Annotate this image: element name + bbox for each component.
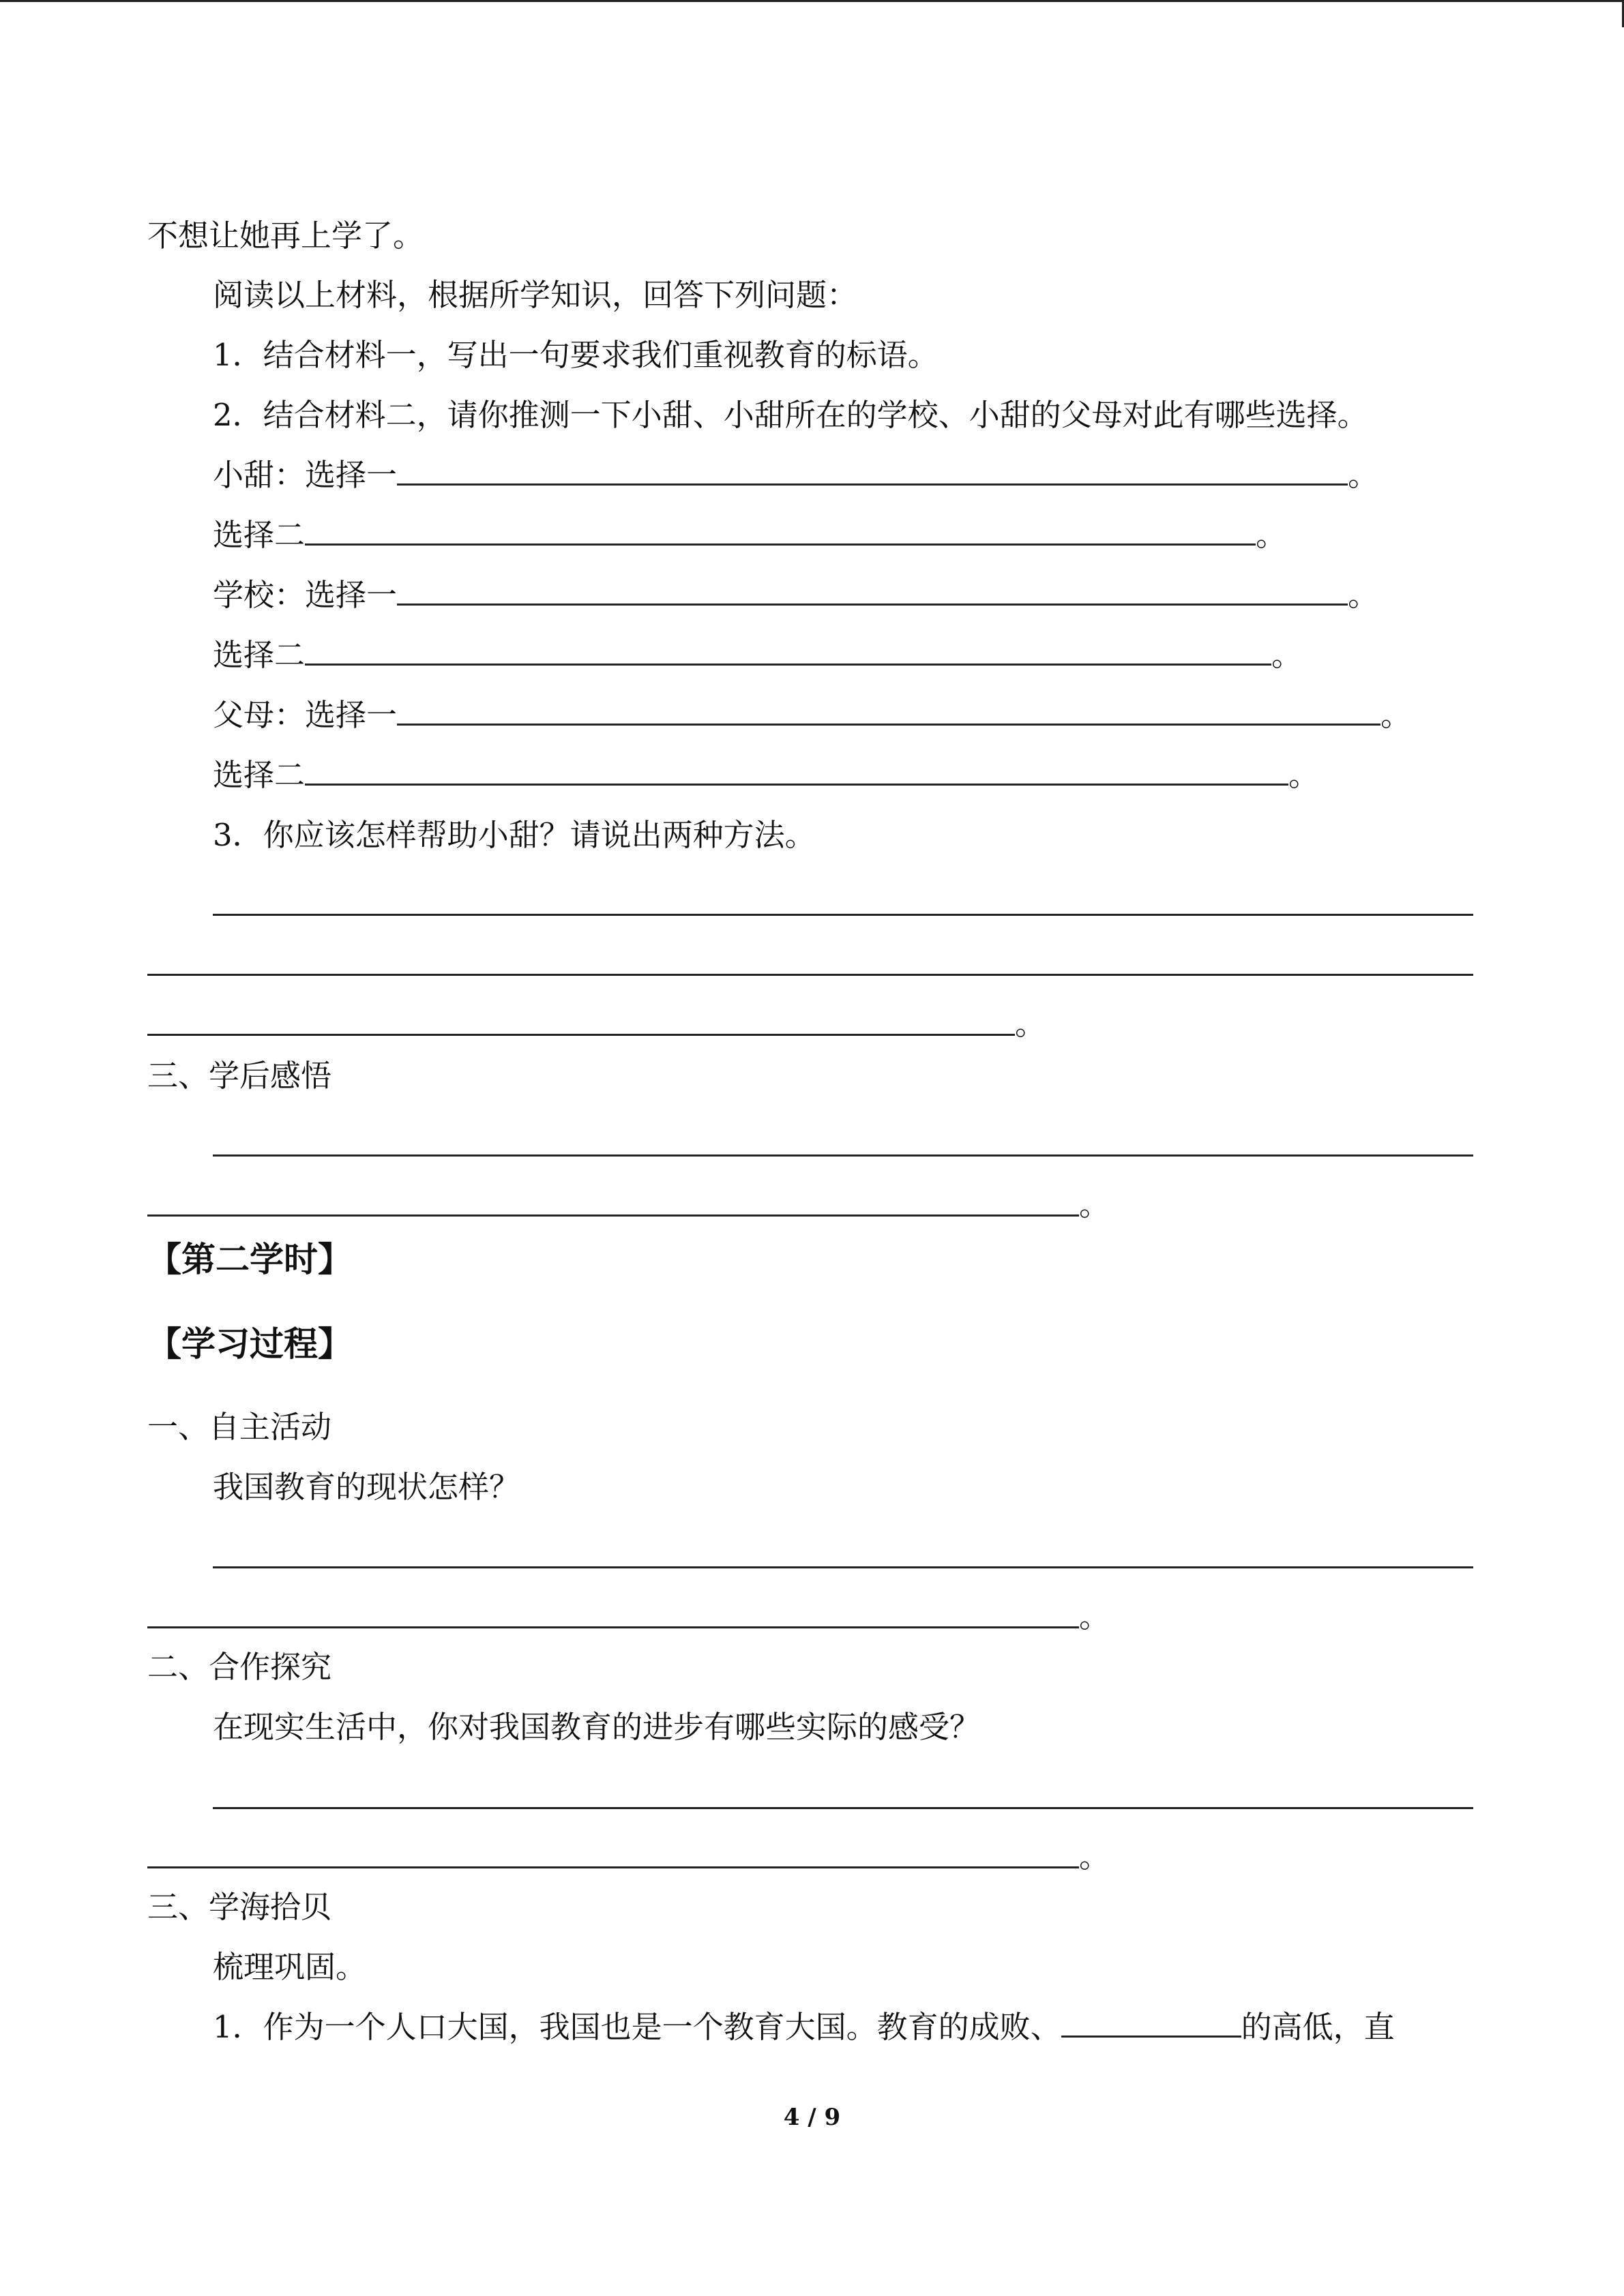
xiaotian-choice-2 — [213, 515, 1286, 556]
question-text: 我国教育的现状怎样？ — [213, 1469, 520, 1505]
answer-blank[interactable] — [305, 516, 1256, 546]
question-3: 3．你应该怎样帮助小甜？请说出两种方法。 — [213, 817, 816, 853]
page-top-border — [0, 0, 1624, 2]
question-1: 1．结合材料一，写出一句要求我们重视教育的标语。 — [213, 337, 939, 373]
text-line: 梳理巩固。 — [213, 1949, 367, 1985]
section-title: 一、自主活动 — [147, 1409, 332, 1445]
answer-line[interactable] — [147, 1626, 1079, 1628]
question-text-a: 1．作为一个人口大国，我国也是一个教育大国。教育的成败、 — [213, 2009, 1061, 2045]
heading-second-period: 【第二学时】 — [147, 1240, 352, 1279]
answer-line[interactable] — [213, 1566, 1473, 1568]
answer-line[interactable] — [213, 914, 1473, 916]
fill-in-question — [213, 2007, 1395, 2048]
label: 选择二 — [213, 517, 306, 553]
text-line: 不想让她再上学了。 — [147, 218, 424, 254]
period: 。 — [1079, 1598, 1110, 1635]
school-choice-2 — [213, 635, 1302, 676]
section-title: 二、合作探究 — [147, 1649, 332, 1685]
parents-choice-2 — [213, 755, 1319, 796]
heading-learning-process: 【学习过程】 — [147, 1324, 352, 1364]
answer-line[interactable] — [213, 1154, 1473, 1157]
label: 父母：选择一 — [213, 697, 398, 733]
answer-blank[interactable] — [397, 576, 1348, 606]
answer-line[interactable] — [147, 1214, 1079, 1217]
question-text: 在现实生活中，你对我国教育的进步有哪些实际的感受？ — [213, 1709, 981, 1745]
xiaotian-choice-1 — [213, 455, 1378, 496]
period: 。 — [1381, 697, 1412, 733]
answer-blank[interactable] — [397, 696, 1381, 726]
parents-choice-1 — [213, 695, 1411, 736]
answer-blank[interactable] — [397, 456, 1348, 486]
period: 。 — [1079, 1838, 1110, 1875]
period: 。 — [1079, 1187, 1110, 1223]
answer-blank[interactable] — [305, 756, 1288, 786]
answer-blank[interactable] — [1061, 2008, 1241, 2038]
period: 。 — [1256, 517, 1287, 553]
period: 。 — [1348, 457, 1379, 493]
period: 。 — [1348, 577, 1379, 613]
question-text-b: 的高低，直 — [1241, 2009, 1395, 2045]
answer-line[interactable] — [213, 1807, 1473, 1809]
question-2: 2．结合材料二，请你推测一下小甜、小甜所在的学校、小甜的父母对此有哪些选择。 — [213, 397, 1368, 433]
answer-line[interactable] — [147, 1034, 1015, 1036]
school-choice-1 — [213, 575, 1378, 616]
label: 选择二 — [213, 757, 306, 793]
answer-blank[interactable] — [305, 636, 1271, 666]
section-title: 三、学后感悟 — [147, 1058, 332, 1094]
answer-line[interactable] — [147, 1866, 1079, 1868]
text-line: 阅读以上材料，根据所学知识，回答下列问题： — [213, 277, 858, 313]
period: 。 — [1271, 637, 1303, 673]
section-title: 三、学海拾贝 — [147, 1889, 332, 1925]
period: 。 — [1015, 1006, 1046, 1042]
page-number: 4 / 9 — [783, 2104, 841, 2131]
answer-line[interactable] — [147, 974, 1473, 976]
label: 选择二 — [213, 637, 306, 673]
label: 学校：选择一 — [213, 577, 398, 613]
period: 。 — [1288, 757, 1320, 793]
label: 小甜：选择一 — [213, 457, 398, 493]
